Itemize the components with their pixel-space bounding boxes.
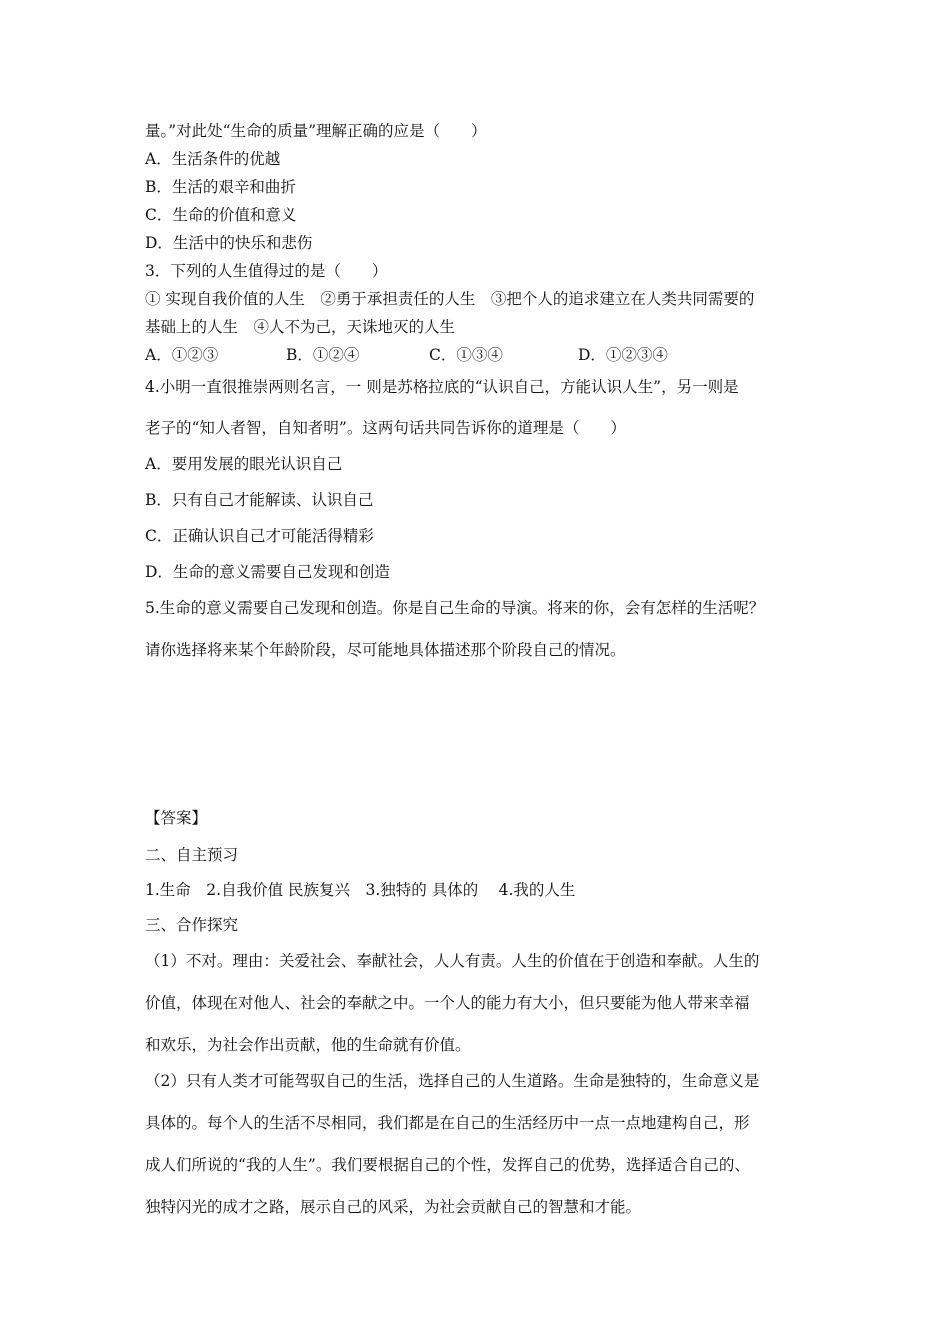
section-2-title: 二、自主预习 [145, 846, 239, 864]
q3-option-a: A．①②③ [145, 346, 219, 364]
q3-option-d: D．①②③④ [578, 346, 668, 364]
answer-p2-line1: （2）只有人类才可能驾驭自己的生活，选择自己的人生道路。生命是独特的，生命意义是 [145, 1072, 760, 1090]
q4-stem-line1: 4.小明一直很推崇两则名言，一 则是苏格拉底的“认识自己，方能认识人生”，另一则是 [145, 378, 739, 396]
q4-option-c: C．正确认识自己才可能活得精彩 [145, 527, 374, 545]
answer-p2-line3: 成人们所说的“我的人生”。我们要根据自己的个性，发挥自己的优势，选择适合自己的、 [145, 1156, 750, 1174]
q3-option-c: C．①③④ [429, 346, 503, 364]
answer-p1-line2: 价值，体现在对他人、社会的奉献之中。一个人的能力有大小，但只要能为他人带来幸福 [145, 994, 750, 1012]
q3-items-line2: 基础上的人生 ④人不为己，天诛地灭的人生 [145, 318, 456, 336]
answer-p1-line1: （1）不对。理由：关爱社会、奉献社会，人人有责。人生的价值在于创造和奉献。人生的 [145, 952, 760, 970]
q4-option-a: A．要用发展的眼光认识自己 [145, 455, 343, 473]
q2-option-c: C．生命的价值和意义 [145, 206, 297, 224]
q2-option-b: B．生活的艰辛和曲折 [145, 178, 296, 196]
q5-line1: 5.生命的意义需要自己发现和创造。你是自己生命的导演。将来的你，会有怎样的生活呢？ [145, 599, 765, 617]
q4-option-b: B．只有自己才能解读、认识自己 [145, 491, 374, 509]
q4-option-d: D．生命的意义需要自己发现和创造 [145, 563, 390, 581]
answer-p2-line4: 独特闪光的成才之路，展示自己的风采，为社会贡献自己的智慧和才能。 [145, 1198, 642, 1216]
q2-option-d: D．生活中的快乐和悲伤 [145, 234, 313, 252]
answer-p1-line3: 和欢乐，为社会作出贡献，他的生命就有价值。 [145, 1036, 471, 1054]
q5-line2: 请你选择将来某个年龄阶段，尽可能地具体描述那个阶段自己的情况。 [145, 641, 626, 659]
q3-option-b: B．①②④ [286, 346, 360, 364]
section-2-body: 1.生命 2.自我价值 民族复兴 3.独特的 具体的 4.我的人生 [145, 881, 576, 899]
section-3-title: 三、合作探究 [145, 916, 239, 934]
q3-items-line1: ① 实现自我价值的人生 ②勇于承担责任的人生 ③把个人的追求建立在人类共同需要的 [145, 290, 755, 308]
answers-heading: 【答案】 [145, 809, 208, 827]
q2-stem: 量。”对此处“生命的质量”理解正确的应是（ ） [145, 122, 487, 140]
answer-p2-line2: 具体的。每个人的生活不尽相同，我们都是在自己的生活经历中一点一点地建构自己，形 [145, 1114, 750, 1132]
q3-stem: 3．下列的人生值得过的是（ ） [145, 262, 388, 280]
q4-stem-line2: 老子的“知人者智，自知者明”。这两句话共同告诉你的道理是（ ） [145, 419, 626, 437]
q2-option-a: A．生活条件的优越 [145, 150, 281, 168]
